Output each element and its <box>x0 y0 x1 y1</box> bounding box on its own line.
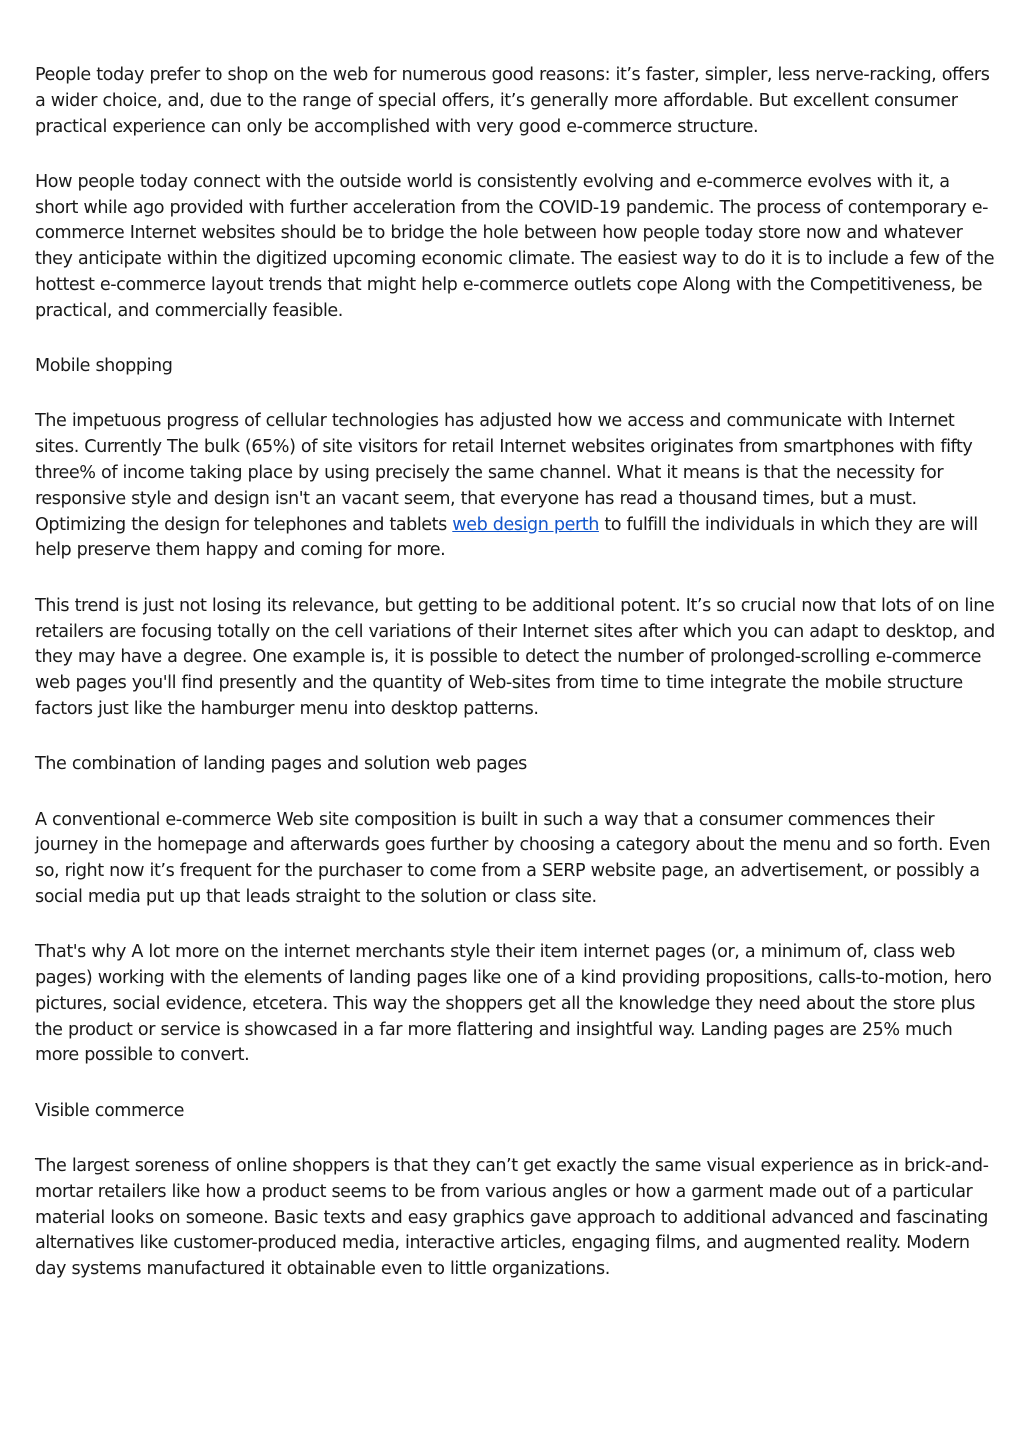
paragraph-conventional-structure: A conventional e-commerce Web site composition is built in such a way that a consumer commences their journey in the homepage and afterwards goes further by choosing a category about the menu and so forth. Even so, right now it’s frequent for the purchaser to come from a SERP website page, an advertisement, or possibly a social media put up that leads straight to the solution or class site. <box>35 809 991 907</box>
paragraph-text-before-link: The impetuous progress of cellular technologies has adjusted how we access and communicate with Internet sites. Currently The bulk (65%) of site visitors for retail Internet websites originates from smartphones with fifty three% of income taking place by using precisely the same channel. What it means is that the necessity for responsive style and design isn't an vacant seem, that everyone has read a thousand times, but a must. Optimizing the design for telephones and tablets <box>35 411 973 535</box>
paragraph-visual-experience: The largest soreness of online shoppers is that they can’t get exactly the same visual experience as in brick-and-mortar retailers like how a product seems to be from various angles or how a garment made out of a particular material looks on someone. Basic texts and easy graphics gave approach to additional advanced and fascinating alternatives like customer-produced media, interactive articles, engaging films, and augmented reality. Modern day systems manufactured it obtainable even to little organizations. <box>35 1156 989 1280</box>
paragraph-mobile-progress <box>35 409 995 564</box>
paragraph-text-after-link: to fulfill the individuals in which they are will help preserve them happy and coming for more. <box>35 514 978 561</box>
article-body <box>35 63 995 1312</box>
section-heading-mobile-shopping: Mobile shopping <box>35 356 173 377</box>
paragraph-mobile-trend: This trend is just not losing its relevance, but getting to be additional potent. It’s so crucial now that lots of on line retailers are focusing totally on the cell variations of their Internet sites after which you can adapt to desktop, and they may have a degree. One example is, it is possible to detect the number of prolonged-scrolling e-commerce web pages you'll find presently and the quantity of Web-sites from time to time integrate the mobile structure factors just like the hamburger menu into desktop patterns. <box>35 595 995 719</box>
paragraph-landing-page-elements: That's why A lot more on the internet merchants style their item internet pages (or, a minimum of, class web pages) working with the elements of landing pages like one of a kind providing propositions, calls-to-motion, hero pictures, social evidence, etcetera. This way the shoppers get all the knowledge they need about the store plus the product or service is showcased in a far more flattering and insightful way. Landing pages are 25% much more possible to convert. <box>35 942 992 1066</box>
paragraph-ecommerce-evolution: How people today connect with the outside world is consistently evolving and e-commerce evolves with it, a short while ago provided with further acceleration from the COVID-19 pandemic. The process of contemporary e-commerce Internet websites should be to bridge the hole between how people today store now and whatever they anticipate within the digitized upcoming economic climate. The easiest way to do it is to include a few of the hottest e-commerce layout trends that might help e-commerce outlets cope Along with the Competitiveness, be practical, and commercially feasible. <box>35 171 995 321</box>
section-heading-landing-pages: The combination of landing pages and solution web pages <box>35 754 527 775</box>
paragraph-intro: People today prefer to shop on the web for numerous good reasons: it’s faster, simpler, less nerve-racking, offers a wider choice, and, due to the range of special offers, it’s generally more affordable. But excellent consumer practical experience can only be accomplished with very good e-commerce structure. <box>35 65 990 137</box>
web-design-perth-link[interactable]: web design perth <box>452 514 599 535</box>
section-heading-visible-commerce: Visible commerce <box>35 1100 185 1121</box>
